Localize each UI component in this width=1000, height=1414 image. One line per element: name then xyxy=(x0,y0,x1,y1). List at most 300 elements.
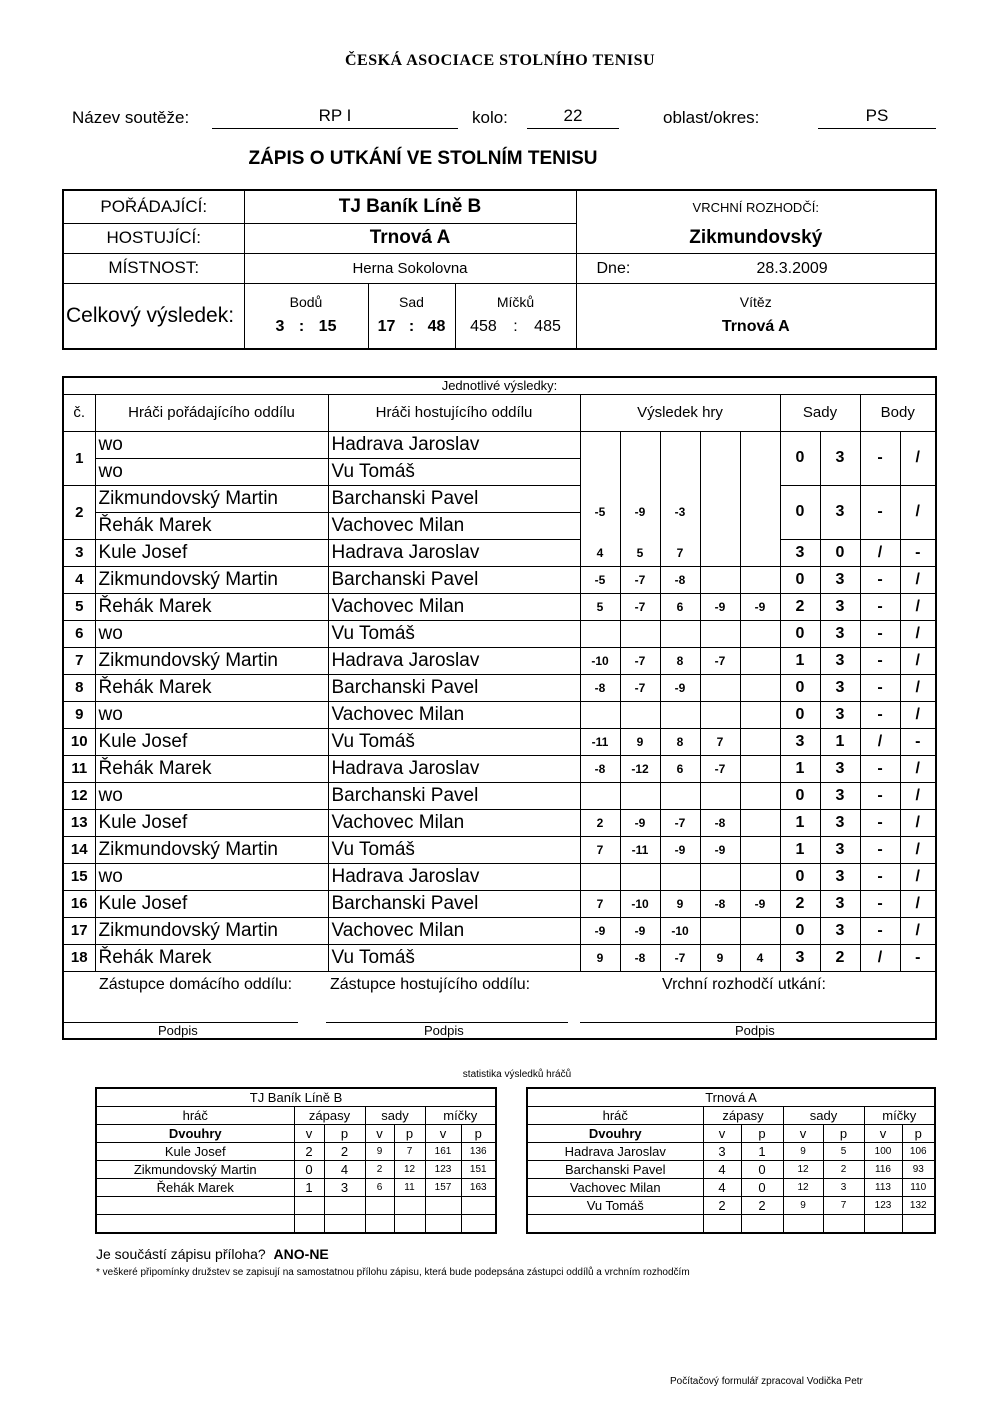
set-score: 7 xyxy=(580,890,620,917)
stats-empty-cell xyxy=(461,1215,496,1234)
home-rep-label: Zástupce domácího oddílu: xyxy=(99,975,293,993)
stats-col-sets: sady xyxy=(365,1107,425,1125)
set-score xyxy=(580,431,620,485)
total-result-label: Celkový výsledek: xyxy=(63,283,244,349)
table-row xyxy=(63,917,936,944)
points-away: - xyxy=(900,539,936,566)
winner-cell xyxy=(576,283,936,349)
home-player: wo xyxy=(95,458,328,485)
balls-away: 485 xyxy=(534,317,561,335)
signature-area xyxy=(63,971,936,1039)
sets-away: 3 xyxy=(820,701,860,728)
sets-home: 1 xyxy=(780,809,820,836)
set-score: 6 xyxy=(660,593,700,620)
sets-away: 3 xyxy=(820,674,860,701)
set-score xyxy=(740,674,780,701)
set-score xyxy=(740,728,780,755)
set-score xyxy=(660,431,700,485)
stats-balls-lost: 110 xyxy=(902,1179,935,1197)
set-score xyxy=(740,782,780,809)
guest-value: Trnová A xyxy=(244,223,576,253)
home-signature-caption: Podpis xyxy=(158,1022,198,1038)
points-home: - xyxy=(860,782,900,809)
stats-balls-won: 113 xyxy=(864,1179,902,1197)
game-number: 3 xyxy=(63,539,95,566)
match-header xyxy=(62,189,937,350)
sets-away: 3 xyxy=(820,620,860,647)
table-row xyxy=(63,593,936,620)
set-score: -9 xyxy=(660,674,700,701)
stats-subheader-row xyxy=(96,1125,496,1143)
away-player: Vu Tomáš xyxy=(328,458,580,485)
away-player: Hadrava Jaroslav xyxy=(328,755,580,782)
home-player: Zikmundovský Martin xyxy=(95,917,328,944)
set-score: -11 xyxy=(620,836,660,863)
table-row xyxy=(63,755,936,782)
away-player: Vachovec Milan xyxy=(328,593,580,620)
home-player: Kule Josef xyxy=(95,890,328,917)
stats-col-lost: p xyxy=(324,1125,365,1143)
sets-home: 2 xyxy=(780,890,820,917)
set-score: -9 xyxy=(620,809,660,836)
away-player: Vu Tomáš xyxy=(328,944,580,971)
game-number: 2 xyxy=(63,485,95,539)
set-score: -9 xyxy=(740,593,780,620)
table-row xyxy=(63,674,936,701)
set-score xyxy=(700,917,740,944)
set-score: -9 xyxy=(660,836,700,863)
points-home: / xyxy=(860,728,900,755)
game-number: 9 xyxy=(63,701,95,728)
set-score: 6 xyxy=(660,755,700,782)
game-number: 14 xyxy=(63,836,95,863)
away-player: Vachovec Milan xyxy=(328,809,580,836)
set-score: -8 xyxy=(620,944,660,971)
sets-cell xyxy=(368,283,455,349)
stats-col-won: v xyxy=(783,1125,823,1143)
stats-empty-cell xyxy=(527,1215,703,1234)
home-player: Řehák Marek xyxy=(95,944,328,971)
points-home: - xyxy=(860,701,900,728)
set-score: -10 xyxy=(660,917,700,944)
col-sets: Sady xyxy=(780,394,860,431)
home-player: wo xyxy=(95,431,328,458)
stats-matches-won: 4 xyxy=(703,1179,741,1197)
set-score xyxy=(740,647,780,674)
set-score xyxy=(700,782,740,809)
stats-player-name: Barchanski Pavel xyxy=(527,1161,703,1179)
set-score: 7 xyxy=(660,539,700,566)
set-score: -10 xyxy=(580,647,620,674)
stats-col-won: v xyxy=(425,1125,461,1143)
stats-sets-won: 9 xyxy=(365,1143,394,1161)
stats-empty-cell xyxy=(703,1215,741,1234)
points-home: - xyxy=(860,755,900,782)
set-score: -9 xyxy=(620,917,660,944)
stats-balls-lost: 151 xyxy=(461,1161,496,1179)
table-row xyxy=(63,566,936,593)
sets-home: 0 xyxy=(780,566,820,593)
stats-sets-lost: 7 xyxy=(394,1143,425,1161)
points-away: / xyxy=(900,674,936,701)
sets-away: 2 xyxy=(820,944,860,971)
stats-sets-lost: 3 xyxy=(823,1179,864,1197)
balls-home: 458 xyxy=(470,317,497,335)
points-away: / xyxy=(900,701,936,728)
away-player: Barchanski Pavel xyxy=(328,566,580,593)
set-score: 5 xyxy=(580,593,620,620)
points-home: - xyxy=(860,809,900,836)
sets-home: 0 xyxy=(780,917,820,944)
set-score: 2 xyxy=(580,809,620,836)
col-number: č. xyxy=(63,394,95,431)
stats-balls-won: 100 xyxy=(864,1143,902,1161)
stats-matches-lost: 2 xyxy=(324,1143,365,1161)
set-score xyxy=(740,539,780,566)
sets-home: 3 xyxy=(780,728,820,755)
stats-player-row xyxy=(527,1179,935,1197)
set-score: -7 xyxy=(620,674,660,701)
venue-value: Herna Sokolovna xyxy=(244,253,576,283)
set-score xyxy=(580,620,620,647)
points-away: / xyxy=(900,566,936,593)
away-player: Hadrava Jaroslav xyxy=(328,647,580,674)
set-score xyxy=(740,620,780,647)
stats-balls-lost: 163 xyxy=(461,1179,496,1197)
set-score: -9 xyxy=(620,485,660,539)
stats-header-row xyxy=(527,1107,935,1125)
home-player: Kule Josef xyxy=(95,728,328,755)
game-number: 17 xyxy=(63,917,95,944)
set-score: 8 xyxy=(660,647,700,674)
results-caption: Jednotlivé výsledky: xyxy=(63,377,936,394)
stats-matches-won: 2 xyxy=(294,1143,324,1161)
stats-sets-won: 9 xyxy=(783,1143,823,1161)
stats-col-matches: zápasy xyxy=(294,1107,365,1125)
sets-away: 3 xyxy=(820,917,860,944)
stats-player-name: Vu Tomáš xyxy=(527,1197,703,1215)
game-number: 1 xyxy=(63,431,95,485)
points-sep: : xyxy=(298,317,305,335)
set-score: -5 xyxy=(580,566,620,593)
sets-home: 3 xyxy=(780,539,820,566)
stats-col-lost: p xyxy=(461,1125,496,1143)
points-away: / xyxy=(900,782,936,809)
sets-away: 3 xyxy=(820,782,860,809)
doubles-row xyxy=(63,431,936,458)
home-player: Zikmundovský Martin xyxy=(95,485,328,512)
away-player: Barchanski Pavel xyxy=(328,782,580,809)
points-label: Bodů xyxy=(289,293,323,310)
sets-home: 1 xyxy=(780,647,820,674)
stats-col-sets: sady xyxy=(783,1107,864,1125)
stats-balls-won: 123 xyxy=(425,1161,461,1179)
points-away: / xyxy=(900,836,936,863)
stats-balls-won: 116 xyxy=(864,1161,902,1179)
stats-matches-won: 2 xyxy=(703,1197,741,1215)
balls-label: Míčků xyxy=(496,293,535,310)
stats-singles-label: Dvouhry xyxy=(96,1125,294,1143)
stats-player-name: Vachovec Milan xyxy=(527,1179,703,1197)
sets-away: 3 xyxy=(820,809,860,836)
game-number: 10 xyxy=(63,728,95,755)
date-label: Dne: xyxy=(596,259,631,277)
stats-empty-cell xyxy=(96,1215,294,1234)
stats-matches-won: 0 xyxy=(294,1161,324,1179)
home-player: Zikmundovský Martin xyxy=(95,566,328,593)
set-score: 9 xyxy=(700,944,740,971)
winner-value: Trnová A xyxy=(721,317,790,335)
points-cell xyxy=(244,283,368,349)
set-score: -7 xyxy=(620,566,660,593)
stats-player-name: Hadrava Jaroslav xyxy=(527,1143,703,1161)
stats-col-won: v xyxy=(864,1125,902,1143)
stats-empty-cell xyxy=(902,1215,935,1234)
home-player: Kule Josef xyxy=(95,539,328,566)
stats-empty-cell xyxy=(96,1197,294,1215)
points-home: - xyxy=(860,566,900,593)
set-score: -11 xyxy=(580,728,620,755)
set-score xyxy=(740,701,780,728)
points-away: / xyxy=(900,620,936,647)
stats-empty-cell xyxy=(365,1215,394,1234)
away-player: Barchanski Pavel xyxy=(328,674,580,701)
away-player: Barchanski Pavel xyxy=(328,485,580,512)
stats-caption: statistika výsledků hráčů xyxy=(462,1069,572,1080)
results-table xyxy=(62,376,937,1040)
points-home: - xyxy=(860,917,900,944)
stats-col-matches: zápasy xyxy=(703,1107,783,1125)
stats-player-row xyxy=(96,1143,496,1161)
home-player: Řehák Marek xyxy=(95,512,328,539)
stats-col-lost: p xyxy=(902,1125,935,1143)
stats-empty-cell xyxy=(394,1215,425,1234)
competition-value: RP I xyxy=(212,106,458,129)
set-score xyxy=(660,701,700,728)
points-home: - xyxy=(860,890,900,917)
game-number: 11 xyxy=(63,755,95,782)
set-score: 9 xyxy=(580,944,620,971)
set-score: -7 xyxy=(620,647,660,674)
set-score xyxy=(660,863,700,890)
set-score: -7 xyxy=(660,809,700,836)
stats-balls-won: 157 xyxy=(425,1179,461,1197)
stats-matches-lost: 0 xyxy=(741,1161,783,1179)
form-subtitle: ZÁPIS O UTKÁNÍ VE STOLNÍM TENISU xyxy=(248,148,598,169)
stats-sets-won: 12 xyxy=(783,1179,823,1197)
points-home: - xyxy=(860,620,900,647)
set-score xyxy=(700,701,740,728)
round-value: 22 xyxy=(527,106,619,129)
stats-balls-lost: 93 xyxy=(902,1161,935,1179)
home-player: Řehák Marek xyxy=(95,674,328,701)
set-score xyxy=(740,431,780,485)
stats-empty-cell xyxy=(294,1197,324,1215)
footer-note: * veškeré připomínky družstev se zapisují na samostatnou přílohu zápisu, která bude podepsána zástupci oddílů a vrchním rozhodčím xyxy=(96,1267,690,1278)
set-score: -8 xyxy=(700,809,740,836)
sets-home: 17 xyxy=(377,317,396,335)
points-away: - xyxy=(900,728,936,755)
stats-balls-won: 123 xyxy=(864,1197,902,1215)
guest-label: HOSTUJÍCÍ: xyxy=(63,223,244,253)
sets-home: 0 xyxy=(780,701,820,728)
set-score xyxy=(740,566,780,593)
set-score: -8 xyxy=(700,890,740,917)
col-game-result: Výsledek hry xyxy=(580,394,780,431)
points-away: / xyxy=(900,647,936,674)
set-score: 8 xyxy=(660,728,700,755)
stats-player-row xyxy=(96,1215,496,1234)
home-player: wo xyxy=(95,863,328,890)
away-player: Hadrava Jaroslav xyxy=(328,863,580,890)
points-home: 3 xyxy=(275,317,285,335)
date-cell xyxy=(576,253,936,283)
home-player: Kule Josef xyxy=(95,809,328,836)
stats-col-balls: míčky xyxy=(864,1107,935,1125)
stats-empty-cell xyxy=(394,1197,425,1215)
set-score: 7 xyxy=(580,836,620,863)
sets-away: 48 xyxy=(427,317,446,335)
referee-sign-label: Vrchní rozhodčí utkání: xyxy=(662,975,826,993)
game-number: 13 xyxy=(63,809,95,836)
points-away: - xyxy=(900,944,936,971)
game-number: 18 xyxy=(63,944,95,971)
region-value: PS xyxy=(818,106,936,129)
stats-empty-cell xyxy=(741,1215,783,1234)
organizer-value: TJ Baník Líně B xyxy=(244,190,576,223)
away-player: Hadrava Jaroslav xyxy=(328,431,580,458)
stats-empty-cell xyxy=(783,1215,823,1234)
stats-matches-lost: 4 xyxy=(324,1161,365,1179)
set-score xyxy=(620,863,660,890)
points-away: / xyxy=(900,917,936,944)
points-away: / xyxy=(900,431,936,485)
away-player: Vu Tomáš xyxy=(328,836,580,863)
stats-col-won: v xyxy=(294,1125,324,1143)
set-score: -9 xyxy=(700,836,740,863)
set-score xyxy=(580,863,620,890)
stats-balls-won: 161 xyxy=(425,1143,461,1161)
set-score xyxy=(700,539,740,566)
set-score: -9 xyxy=(740,890,780,917)
stats-team-row xyxy=(527,1088,935,1107)
stats-player-row xyxy=(527,1161,935,1179)
col-away-players: Hráči hostujícího oddílu xyxy=(328,394,580,431)
points-away: / xyxy=(900,809,936,836)
away-rep-label: Zástupce hostujícího oddílu: xyxy=(330,975,531,993)
set-score xyxy=(660,620,700,647)
referee-label: VRCHNÍ ROZHODČÍ: xyxy=(576,190,936,223)
set-score: -7 xyxy=(700,647,740,674)
points-away: / xyxy=(900,890,936,917)
sets-home: 0 xyxy=(780,620,820,647)
stats-player-name: Zikmundovský Martin xyxy=(96,1161,294,1179)
stats-team-row xyxy=(96,1088,496,1107)
stats-matches-won: 1 xyxy=(294,1179,324,1197)
points-away: / xyxy=(900,863,936,890)
stats-singles-label: Dvouhry xyxy=(527,1125,703,1143)
set-score xyxy=(660,782,700,809)
table-row xyxy=(63,890,936,917)
game-number: 6 xyxy=(63,620,95,647)
sets-home: 0 xyxy=(780,431,820,485)
game-number: 5 xyxy=(63,593,95,620)
game-number: 4 xyxy=(63,566,95,593)
away-player: Vachovec Milan xyxy=(328,917,580,944)
stats-sets-lost: 12 xyxy=(394,1161,425,1179)
away-signature-caption: Podpis xyxy=(424,1022,464,1038)
stats-sets-lost: 2 xyxy=(823,1161,864,1179)
stats-empty-cell xyxy=(324,1215,365,1234)
set-score: 9 xyxy=(620,728,660,755)
set-score: 9 xyxy=(660,890,700,917)
table-row xyxy=(63,836,936,863)
away-player: Hadrava Jaroslav xyxy=(328,539,580,566)
sets-sep: : xyxy=(408,317,415,335)
sets-home: 1 xyxy=(780,836,820,863)
table-row xyxy=(63,782,936,809)
sets-label: Sad xyxy=(399,293,424,310)
org-title: ČESKÁ ASOCIACE STOLNÍHO TENISU xyxy=(344,52,656,69)
stats-col-lost: p xyxy=(823,1125,864,1143)
attachment-question xyxy=(96,1246,329,1262)
attachment-answer: ANO-NE xyxy=(273,1246,329,1262)
set-score xyxy=(700,620,740,647)
table-row xyxy=(63,944,936,971)
home-player: Zikmundovský Martin xyxy=(95,836,328,863)
game-number: 12 xyxy=(63,782,95,809)
sets-away: 3 xyxy=(820,863,860,890)
set-score: -12 xyxy=(620,755,660,782)
stats-sets-lost: 7 xyxy=(823,1197,864,1215)
sets-away: 3 xyxy=(820,836,860,863)
home-player: wo xyxy=(95,620,328,647)
table-row xyxy=(63,701,936,728)
set-score xyxy=(700,566,740,593)
set-score: -8 xyxy=(660,566,700,593)
away-player: Vachovec Milan xyxy=(328,512,580,539)
stats-empty-cell xyxy=(864,1215,902,1234)
date-value: 28.3.2009 xyxy=(756,259,828,277)
stats-sets-lost: 5 xyxy=(823,1143,864,1161)
set-score xyxy=(620,431,660,485)
stats-empty-cell xyxy=(365,1197,394,1215)
stats-matches-lost: 1 xyxy=(741,1143,783,1161)
sets-away: 3 xyxy=(820,593,860,620)
stats-col-balls: míčky xyxy=(425,1107,496,1125)
game-number: 8 xyxy=(63,674,95,701)
stats-sets-won: 9 xyxy=(783,1197,823,1215)
game-number: 16 xyxy=(63,890,95,917)
points-away: / xyxy=(900,485,936,539)
set-score: -7 xyxy=(620,593,660,620)
sets-away: 3 xyxy=(820,431,860,485)
stats-sets-lost: 11 xyxy=(394,1179,425,1197)
stats-team-name: Trnová A xyxy=(527,1088,935,1107)
stats-col-player: hráč xyxy=(527,1107,703,1125)
stats-matches-lost: 2 xyxy=(741,1197,783,1215)
set-score xyxy=(580,782,620,809)
stats-header-row xyxy=(96,1107,496,1125)
points-home: - xyxy=(860,593,900,620)
points-home: - xyxy=(860,647,900,674)
home-player: Řehák Marek xyxy=(95,755,328,782)
set-score: -9 xyxy=(580,917,620,944)
set-score: -8 xyxy=(580,755,620,782)
col-points: Body xyxy=(860,394,936,431)
competition-label: Název soutěže: xyxy=(72,108,190,127)
set-score: -10 xyxy=(620,890,660,917)
